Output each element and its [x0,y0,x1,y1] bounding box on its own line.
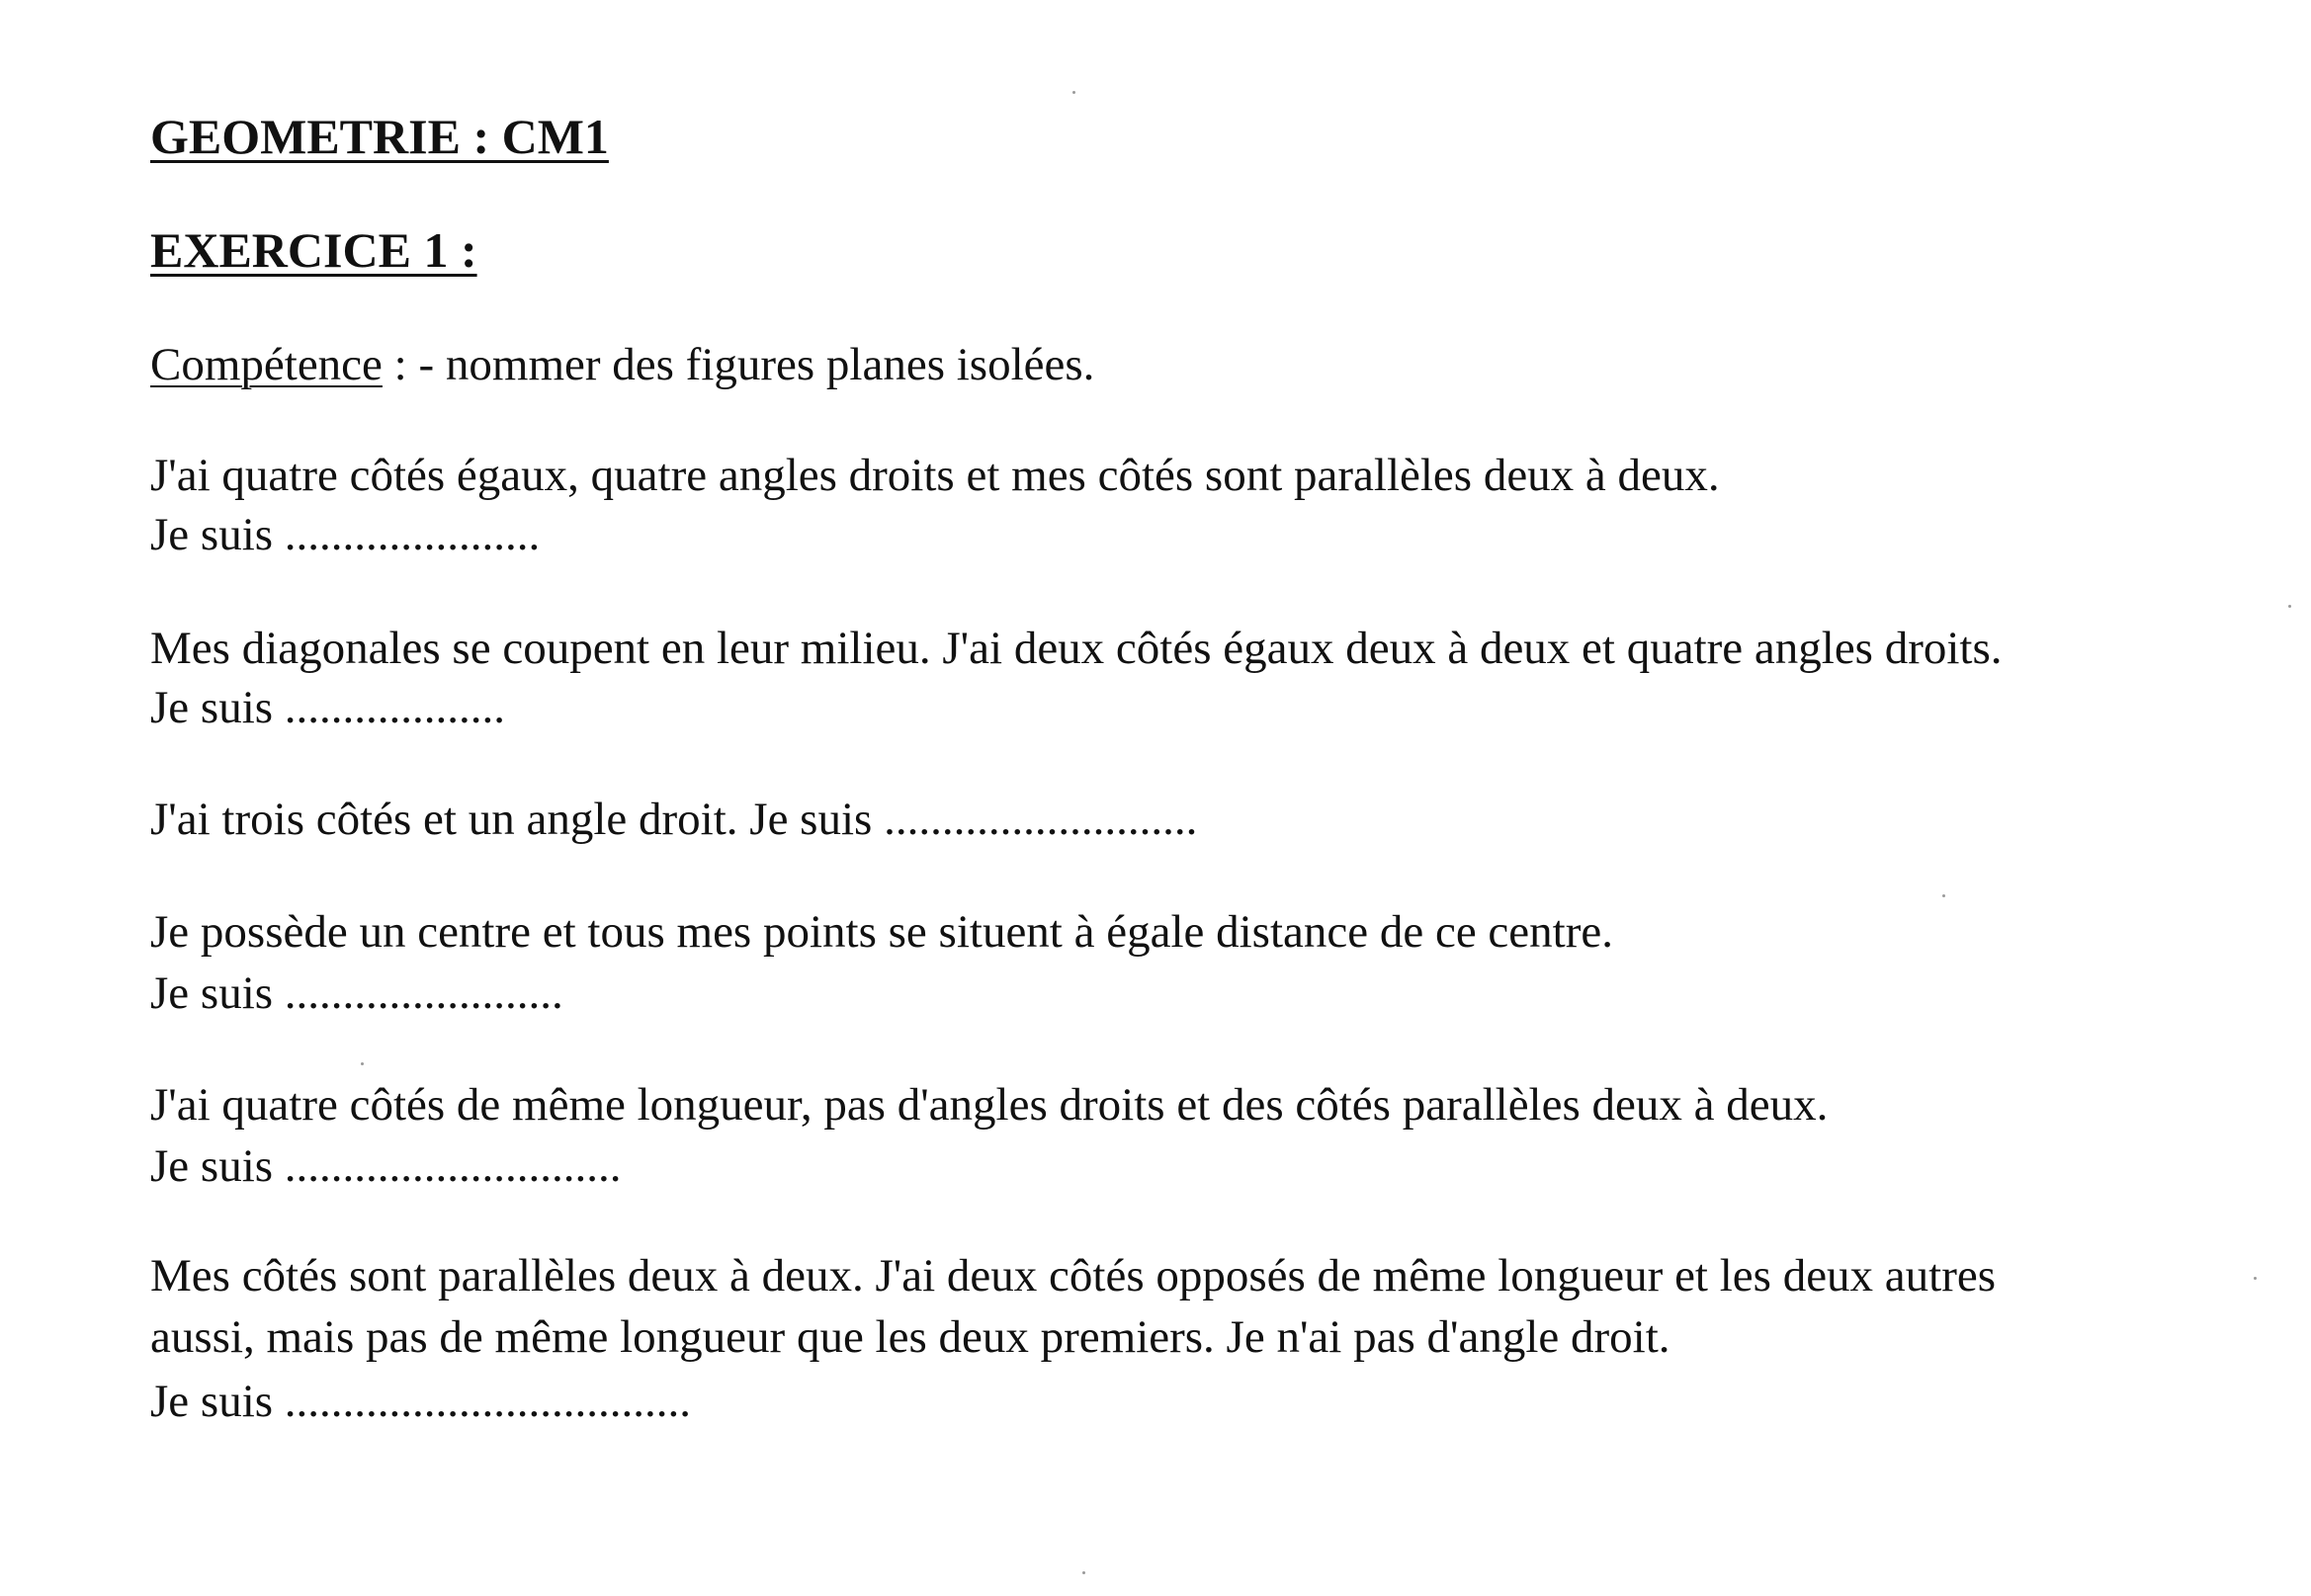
question-2-text: Mes diagonales se coupent en leur milieu. J'ai deux côtés égaux deux à deux et quatre angles droits. [150,623,2003,674]
question-4-answer: Je suis ........................ [150,967,563,1019]
scan-speck [2254,1277,2257,1280]
question-5-text: J'ai quatre côtés de même longueur, pas d'angles droits et des côtés parallèles deux à deux. [150,1079,1829,1131]
competence-text: : - nommer des figures planes isolées. [382,339,1095,390]
question-1-answer: Je suis ...................... [150,509,541,560]
question-1-text: J'ai quatre côtés égaux, quatre angles droits et mes côtés sont parallèles deux à deux. [150,450,1720,501]
scan-speck [1072,91,1075,94]
scan-speck [361,1062,364,1065]
scan-speck [2288,605,2291,608]
scan-speck [1942,894,1945,897]
question-2-answer: Je suis ................... [150,682,506,733]
question-6-text-line-1: Mes côtés sont parallèles deux à deux. J'ai deux côtés opposés de même longueur et les deux autres [150,1250,1997,1302]
exercise-title: EXERCICE 1 : [150,222,477,278]
competence-line [150,339,1095,390]
question-3-text: J'ai trois côtés et un angle droit. Je suis ........................... [150,794,1198,845]
competence-label: Compétence [150,339,383,390]
question-6-answer: Je suis ................................... [150,1376,692,1427]
question-6-text-line-2: aussi, mais pas de même longueur que les deux premiers. Je n'ai pas d'angle droit. [150,1311,1670,1363]
scan-speck [1082,1571,1085,1574]
question-5-answer: Je suis ............................. [150,1140,622,1192]
question-4-text: Je possède un centre et tous mes points se situent à égale distance de ce centre. [150,906,1613,958]
worksheet-title: GEOMETRIE : CM1 [150,109,609,164]
